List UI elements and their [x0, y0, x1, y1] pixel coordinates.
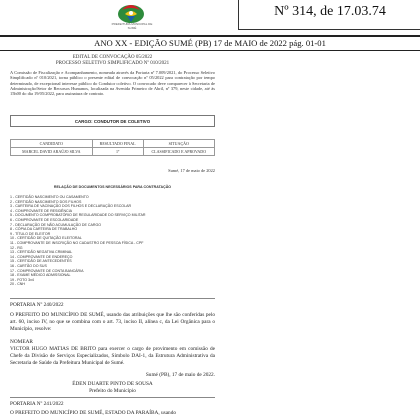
- edital-date: Sumé, 17 de maio de 2022: [168, 168, 215, 173]
- portaria-240-body: VICTOR HUGO MATIAS DE BRITO para exercer o cargo de provimento em comissão de Chefe da Divisão de Serviços Especializados, Símbolo DAI-1, da Estrutura Administrativa da Secretaria de Saúde da Prefeitura Municipal de Sumé.: [10, 346, 215, 366]
- logo-caption: PREFEITURA MUNICIPAL DE SUMÉ: [111, 22, 153, 30]
- list-item: 1 - CERTIDÃO NASCIMENTO OU CASAMENTO: [10, 195, 89, 199]
- table-cell: CLASSIFICADO E APROVADO: [143, 148, 214, 156]
- table-header: CANDIDATO: [11, 140, 93, 148]
- list-item: 3 - CARTEIRA DE VACINAÇÃO DOS FILHOS E DECLARAÇÃO ESCOLAR: [10, 204, 132, 209]
- portaria-241-number: PORTARIA Nº 241/2022: [10, 401, 64, 407]
- list-item: 4 - COMPROVANTE DE RESIDÊNCIA: [10, 208, 73, 213]
- docs-title: RELAÇÃO DE DOCUMENTOS NECESSÁRIOS PARA CONTRATAÇÃO: [53, 185, 172, 189]
- list-item: 18 - EXAME MÉDICO ADMISSIONAL: [10, 273, 71, 278]
- candidate-table: [10, 139, 215, 156]
- list-item: 19 - FOTO 3x4: [10, 277, 34, 282]
- table-row: [11, 148, 215, 156]
- edition-rule: [0, 50, 420, 51]
- list-item: 6 - COMPROVANTE DE ESCOLARIDADE: [10, 217, 79, 222]
- list-item: 13 - CERTIDÃO NEGATIVA CRIMINAL: [10, 250, 73, 255]
- cargo-box: [10, 115, 215, 127]
- list-item: 14 - COMPROVANTE DE ENDEREÇO: [10, 254, 73, 259]
- table-header-row: [11, 140, 215, 148]
- list-item: 20 - CNH: [10, 282, 25, 287]
- portaria-240-number: PORTARIA Nº 240/2022: [10, 302, 64, 308]
- table-cell: 1º: [92, 148, 143, 156]
- list-item: 9 - TÍTULO DE ELEITOR: [10, 231, 51, 236]
- list-item: 8 - CÓPIA DA CARTEIRA DE TRABALHO: [10, 227, 78, 232]
- portaria-240-signer: ÉDEN DUARTE PINTO DE SOUSA: [72, 381, 153, 387]
- section-divider: [10, 298, 215, 299]
- table-cell: MARCEL DAVID ARAÚJO SILVA: [11, 148, 93, 156]
- list-item: 5 - DOCUMENTO COMPROBATÓRIO DE REGULARIDADE DO SERVIÇO MILITAR: [10, 213, 146, 218]
- top-rule: [0, 35, 420, 37]
- masthead: [0, 0, 420, 30]
- list-item: 16 - CARTÃO DO SUS: [10, 263, 47, 268]
- portaria-240-date: Sumé (PB), 17 de maio de 2022.: [145, 372, 215, 378]
- list-item: 11 - COMPROVANTE DE INSCRIÇÃO NO CADASTRO DE PESSOA FÍSICA - CPF: [10, 240, 144, 245]
- portaria-240-action: NOMEAR: [10, 339, 33, 345]
- law-box: [238, 0, 420, 30]
- cargo-label: CARGO: CONDUTOR DE COLETIVO: [74, 119, 151, 124]
- edital-body: A Comissão de Fiscalização e Acompanhamento, nomeada através da Portaria nº 7.009/2021, do Processo Seletivo Simplificado nº 010/2021, torna público o presente edital de convocação nº 05/2022 para contratação por tempo determinado, de excepcional interesse público do Condutor coletivo. O convocado deve comparecer à Secretaria de Administração/Setor de Recursos Humanos, localizada na Avenida Primeiro de Abril, nº 379, neste cidade, até às 15h00 do dia 19/05/2022, para assinatura de contrato.: [10, 70, 215, 97]
- table-header: SITUAÇÃO: [143, 140, 214, 148]
- list-item: 15 - CERTIDÃO DE ANTECEDENTES: [10, 259, 72, 264]
- list-item: 12 - RG: [10, 245, 23, 250]
- law-number: Nº 314, de 17.03.74: [274, 4, 386, 19]
- edition-line: ANO XX - EDIÇÃO SUMÉ (PB) 17 de MAIO de 2022 pág. 01-01: [94, 38, 326, 48]
- docs-list: [10, 195, 215, 287]
- list-item: 2 - CERTIDÃO NASCIMENTO DOS FILHOS: [10, 199, 82, 204]
- list-item: 10 - CERTIDÃO DE QUITAÇÃO ELEITORAL: [10, 236, 82, 241]
- edital-subtitle: PROCESSO SELETIVO SIMPLIFICADO Nº 010/2021: [55, 61, 170, 66]
- list-item: 17 - COMPROVANTE DE CONTA BANCÁRIA: [10, 268, 84, 273]
- section-divider: [10, 397, 215, 398]
- portaria-240-preamble: O PREFEITO DO MUNICÍPIO DE SUMÉ, usando das atribuições que lhe são conferidas pelo art. 60, inciso IV, no que se combina com o art. 73, inciso II, alínea c, da Lei Orgânica para o Município, resolve:: [10, 312, 215, 332]
- list-item: 7 - DECLARAÇÃO DE NÃO ACUMULAÇÃO DE CARGO: [10, 222, 102, 227]
- portaria-240-signer-role: Prefeito do Município: [89, 388, 136, 394]
- table-header: RESULTADO FINAL: [92, 140, 143, 148]
- portaria-241-preamble: O PREFEITO DO MUNICÍPIO DE SUMÉ, ESTADO DA PARAÍBA, usando: [10, 410, 176, 416]
- edital-title: EDITAL DE CONVOCAÇÃO 05/2022: [72, 55, 153, 60]
